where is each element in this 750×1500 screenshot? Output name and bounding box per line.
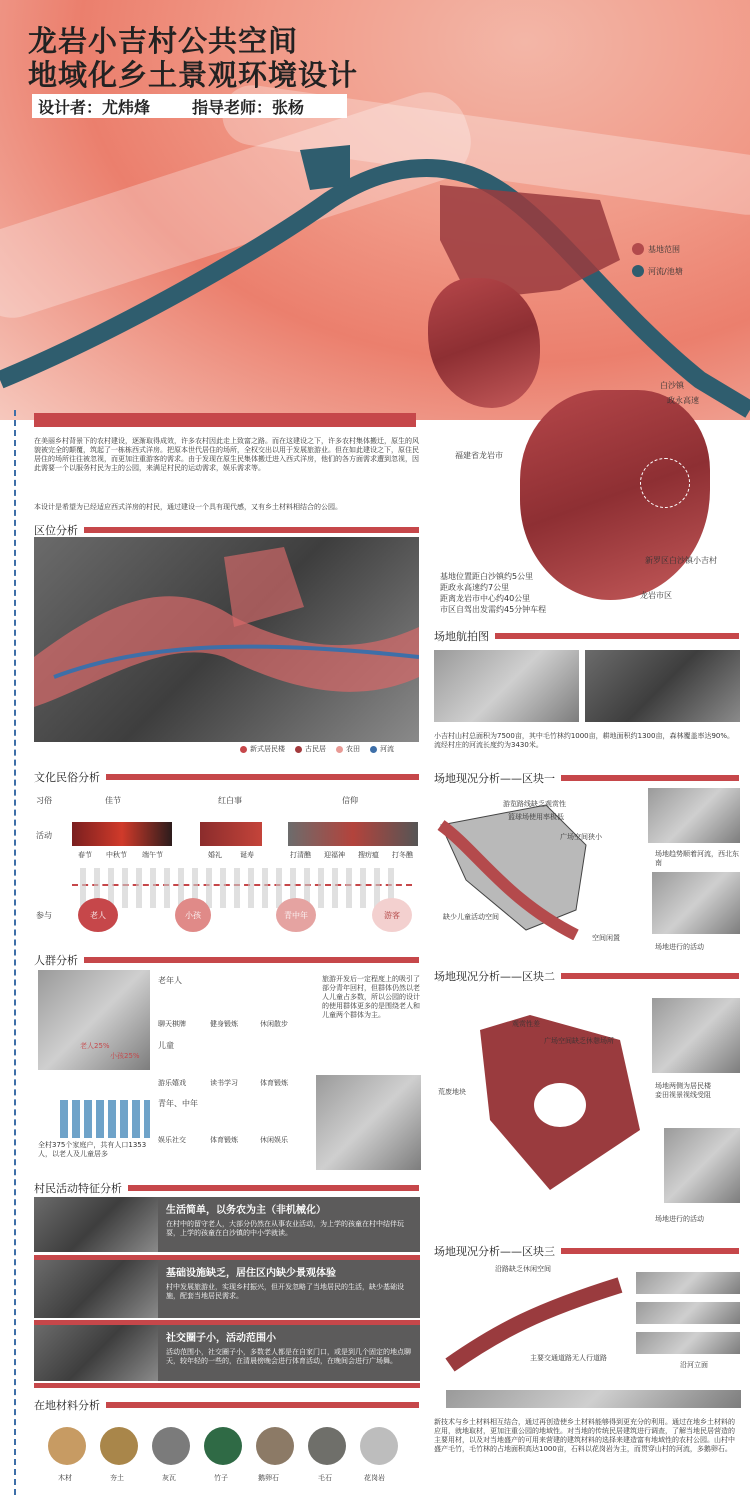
b2-activity-diagram <box>664 1128 740 1203</box>
participant-elder: 老人 <box>78 898 118 932</box>
hero-legend <box>632 243 683 277</box>
label-village: 新罗区白沙镇小吉村 <box>645 556 717 565</box>
villager-photo-1 <box>34 1197 158 1252</box>
materials-head: 在地材料分析 <box>34 1397 419 1413</box>
b2-label-plaza: 广场空间缺乏休憩场所 <box>544 1037 614 1045</box>
ceremony-photos <box>200 822 262 846</box>
row-label-activity: 活动 <box>36 831 52 840</box>
b3-label-road: 主要交通道路无人行道路 <box>530 1354 607 1362</box>
material-pebble <box>256 1427 294 1465</box>
elevation-3 <box>636 1332 740 1354</box>
worker-photo <box>316 1075 421 1170</box>
villager-card-1: 生活简单，以务农为主（非机械化） 在村中的留守老人，大部分仍然在从事农业活动，为上学的孩童在村中结伴玩耍，上学的孩童在白沙镇的中小学就读。 <box>158 1197 420 1252</box>
b1-label-idle: 空间闲置 <box>592 934 620 942</box>
advisor: 指导老师：张杨 <box>192 97 305 117</box>
village-marker <box>640 458 690 508</box>
block3-plan <box>440 1270 630 1380</box>
pct-old: 老人25% <box>80 1042 110 1050</box>
materials-row: 木材 夯土 灰瓦 竹子 鹅卵石 毛石 花岗岩 <box>48 1427 418 1487</box>
villager-photo-3 <box>34 1325 158 1381</box>
b2-side2: 场地进行的活动 <box>655 1215 704 1223</box>
label-baisha: 白沙镇 <box>660 381 684 390</box>
aerial-photo-2 <box>585 650 740 722</box>
material-wood <box>48 1427 86 1465</box>
label-longyan: 龙岩市区 <box>640 591 672 600</box>
villager-card-3: 社交圈子小，活动范围小 活动范围小，社交圈子小，多数老人都是在自家门口，或是到几个固定的地点聊天，较年轻的一些的，在清晨傍晚会进行体育活动，在晚间会进行广场舞。 <box>158 1325 420 1381</box>
row-label-custom: 习俗 <box>36 796 52 805</box>
legend-label-river: 河流/池塘 <box>648 266 683 276</box>
crowd-desc: 旅游开发后一定程度上的吸引了部分青年回村，但群体仍然以老人儿童占多数，所以公园的设计的使用群体更多的是围绕老人和儿童两个群体为主。 <box>322 975 420 1019</box>
b1-label-court: 篮球场使用率极低 <box>508 813 564 821</box>
participant-tourist: 游客 <box>372 898 412 932</box>
intro-p1: 在美丽乡村背景下的农村建设，逐渐取得成效，许多农村因此走上致富之路。而在这建设之下，许多农村集体搬迁，原生的风貌被完全的颠覆，筑起了一栋栋西式洋房。把原本世代居住的场所，全权交出以用于发展旅游业。但在如此建设之下，原住民居住的场所往往被忽视，而更加注重游客的需求。由于发现在原生民集体搬迁进入西式洋房，他们的各方面需求遭到忽视，因此需要一个以服务村民为主的公园，来满足村民的运动需求，娱乐需求等。 <box>34 437 419 472</box>
block2-head: 场地现况分析——区块二 <box>434 968 739 984</box>
population-text: 全村375个家庭户，共有人口1353人，以老人及儿童居多 <box>38 1141 147 1158</box>
divider-3 <box>34 1383 420 1388</box>
b1-label-plaza: 广场空间狭小 <box>560 833 602 841</box>
festival-photos <box>72 822 172 846</box>
b1-label-route: 游览路线缺乏观赏性 <box>503 800 566 808</box>
silhouettes <box>80 868 400 908</box>
b1-side1: 场地趋势顺着河流，西北东南 <box>655 850 739 867</box>
aerial-head: 场地航拍图 <box>434 628 739 644</box>
b2-label-view: 观赏性差 <box>512 1020 540 1028</box>
elevation-1 <box>636 1272 740 1294</box>
group-elder: 老年人 <box>158 976 182 985</box>
legend-label-site: 基地范围 <box>648 244 680 254</box>
villager-photo-2 <box>34 1260 158 1318</box>
left-dashed-line <box>14 410 16 1495</box>
b3-side: 沿河立面 <box>680 1361 708 1369</box>
elevation-2 <box>636 1302 740 1324</box>
material-earth <box>100 1427 138 1465</box>
culture-head: 文化民俗分析 <box>34 769 419 785</box>
block3-head: 场地现况分析——区块三 <box>434 1243 739 1259</box>
belief-photos <box>288 822 418 846</box>
crowd-head: 人群分析 <box>34 952 419 968</box>
b1-side2: 场地进行的活动 <box>655 943 704 951</box>
zone-aerial-photo <box>34 537 419 742</box>
materials-desc: 新技术与乡土材料相互结合，通过再创造使乡土材料能够得到更充分的利用。通过在地乡土材料的应用，就地取材，更加注重公园的地域性。对当地的传统民居建筑进行调查，了解当地民居营造的主要用材，以及对当地盛产的可用来营建的建筑材料的选择来建造富有地域性的农村公园。山村中盛产毛竹，毛竹林的占地面积高达1000亩，石料以花岗岩为主，而贯穿山村的河流，多鹅卵石。 <box>434 1418 735 1453</box>
zone-legend: 新式居民楼 古民居 农田 河流 <box>240 745 394 754</box>
participant-child: 小孩 <box>175 898 211 932</box>
page-title: 龙岩小吉村公共空间 地域化乡土景观环境设计 <box>28 24 359 92</box>
b2-side1: 场地两侧为居民楼 妾田视景视线受阻 <box>655 1082 711 1099</box>
intro-bar <box>34 413 416 427</box>
intro-p2: 本设计是希望为已经适应西式洋房的村民，通过建设一个具有现代感，又有乡土材料相结合的公园。 <box>34 503 342 511</box>
label-fujian: 福建省龙岩市 <box>455 451 503 460</box>
villager-card-2: 基础设施缺乏，居住区内缺少景观体验 村中发展旅游业，实现乡村振兴，但开发忽略了当地居民的生活，缺少基础设施，配套当地居民需求。 <box>158 1260 420 1318</box>
villager-head: 村民活动特征分析 <box>34 1180 419 1196</box>
legend-dot-river <box>632 265 644 277</box>
zone-overlay-svg <box>34 537 419 742</box>
material-tile <box>152 1427 190 1465</box>
b2-label-waste: 荒废地块 <box>438 1088 466 1096</box>
material-bamboo <box>204 1427 242 1465</box>
aerial-photo-1 <box>434 650 579 722</box>
label-road: 政永高速 <box>667 396 699 405</box>
category-festival: 佳节 <box>105 796 121 805</box>
activity-labels: 春节 中秋节 端午节 婚礼 诞寿 打清醮 迎福神 搜疠瘟 打冬醮 <box>78 851 413 859</box>
material-rubble <box>308 1427 346 1465</box>
b1-activity-diagram <box>652 872 740 934</box>
category-belief: 信仰 <box>342 796 358 805</box>
zone-analysis-head: 区位分析 <box>34 522 419 538</box>
block1-head: 场地现况分析——区块一 <box>434 770 739 786</box>
pct-child: 小孩25% <box>110 1052 140 1060</box>
legend-dot-site <box>632 243 644 255</box>
material-granite <box>360 1427 398 1465</box>
row-label-participate: 参与 <box>36 911 52 920</box>
b3-label-leisure: 沿路缺乏休闲空间 <box>495 1265 551 1273</box>
population-icons <box>60 1100 150 1138</box>
b1-label-kids: 缺少儿童活动空间 <box>443 913 499 921</box>
designer-bar <box>32 94 347 118</box>
location-desc: 基地位置距白沙镇约5公里 距政永高速约7公里 距离龙岩市中心约40公里 市区自驾出发需约45分钟车程 <box>440 572 547 614</box>
elevation-strip <box>446 1390 741 1408</box>
b2-view-diagram <box>652 998 740 1073</box>
b1-trend-diagram <box>648 788 740 843</box>
designer: 设计者：尤炜烽 <box>38 97 151 117</box>
group-youth: 青年、中年 <box>158 1099 198 1108</box>
aerial-desc: 小吉村山村总面积为7500亩，其中毛竹林约1000亩，耕地面积约1300亩，森林覆盖率达90%。流经村庄的河流长度约为3430米。 <box>434 732 735 749</box>
category-ceremony: 红白事 <box>218 796 242 805</box>
group-child: 儿童 <box>158 1041 174 1050</box>
participant-youth: 青中年 <box>276 898 316 932</box>
